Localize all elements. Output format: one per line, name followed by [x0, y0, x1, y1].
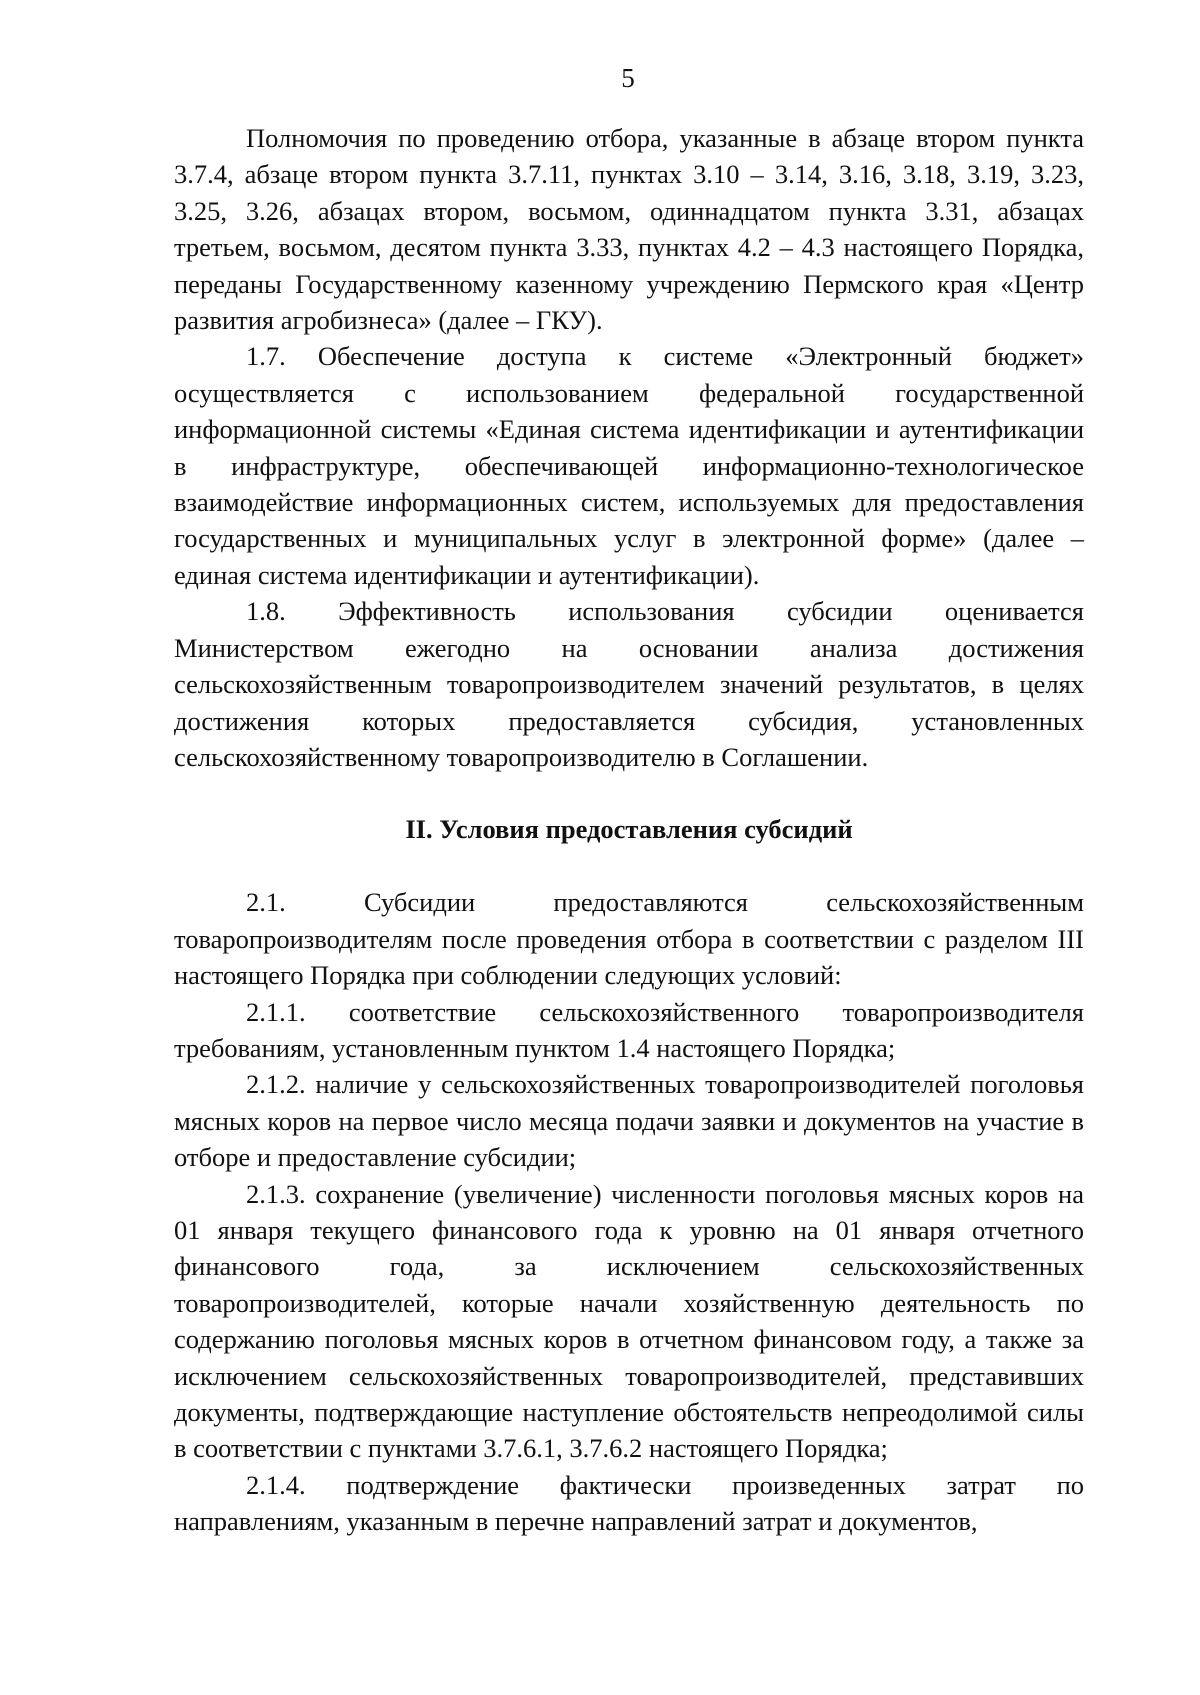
paragraph-2-1-3: 2.1.3. сохранение (увеличение) численности поголовья мясных коров на 01 января текущего финансового года к уровню на 01 января отчетного финансового года, за исключением сельскохозяйственных товаропроизводителей, которые начали хозяйственную деятельность по содержанию поголовья мясных коров в отчетном финансовом году, а также за исключением сельскохозяйственных товаропроизводителей, представивших документы, подтверждающие наступление обстоятельств непреодолимой силы в соответствии с пунктами 3.7.6.1, 3.7.6.2 настоящего Порядка; — [174, 1178, 1084, 1464]
paragraph-2-1: 2.1. Субсидии предоставляются сельскохозяйственным товаропроизводителям после проведения отбора в соответствии с разделом III настоящего Порядка при соблюдении следующих условий: — [174, 887, 1084, 991]
page-number: 5 — [621, 63, 635, 93]
paragraph-1-8: 1.8. Эффективность использования субсидии оценивается Министерством ежегодно на основании анализа достижения сельскохозяйственным товаропроизводителем значений результатов, в целях достижения которых предоставляется субсидия, установленных сельскохозяйственному товаропроизводителю в Соглашении. — [174, 596, 1084, 772]
paragraph-2-1-2: 2.1.2. наличие у сельскохозяйственных товаропроизводителей поголовья мясных коров на первое число месяца подачи заявки и документов на участие в отборе и предоставление субсидии; — [174, 1069, 1084, 1173]
section-heading: II. Условия предоставления субсидий — [405, 814, 853, 845]
document-body — [174, 120, 1084, 1540]
paragraph-authority-transfer: Полномочия по проведению отбора, указанные в абзаце втором пункта 3.7.4, абзаце втором пункта 3.7.11, пунктах 3.10 – 3.14, 3.16, 3.18, 3.19, 3.23, 3.25, 3.26, абзацах втором, восьмом, одиннадцатом пункта 3.31, абзацах третьем, восьмом, десятом пункта 3.33, пунктах 4.2 – 4.3 настоящего Порядка, переданы Государственному казенному учреждению Пермского края «Центр развития агробизнеса» (далее – ГКУ). — [174, 123, 1084, 336]
paragraph-2-1-4: 2.1.4. подтверждение фактически произведенных затрат по направлениям, указанным в перечне направлений затрат и документов, — [174, 1469, 1084, 1537]
paragraph-2-1-1: 2.1.1. соответствие сельскохозяйственного товаропроизводителя требованиям, установленным пунктом 1.4 настоящего Порядка; — [174, 996, 1084, 1063]
paragraph-1-7: 1.7. Обеспечение доступа к системе «Электронный бюджет» осуществляется с использованием федеральной государственной информационной системы «Единая система идентификации и аутентификации в инфраструктуре, обеспечивающей информационно-технологическое взаимодействие информационных систем, используемых для предоставления государственных и муниципальных услуг в электронной форме» (далее – единая система идентификации и аутентификации). — [174, 341, 1084, 590]
